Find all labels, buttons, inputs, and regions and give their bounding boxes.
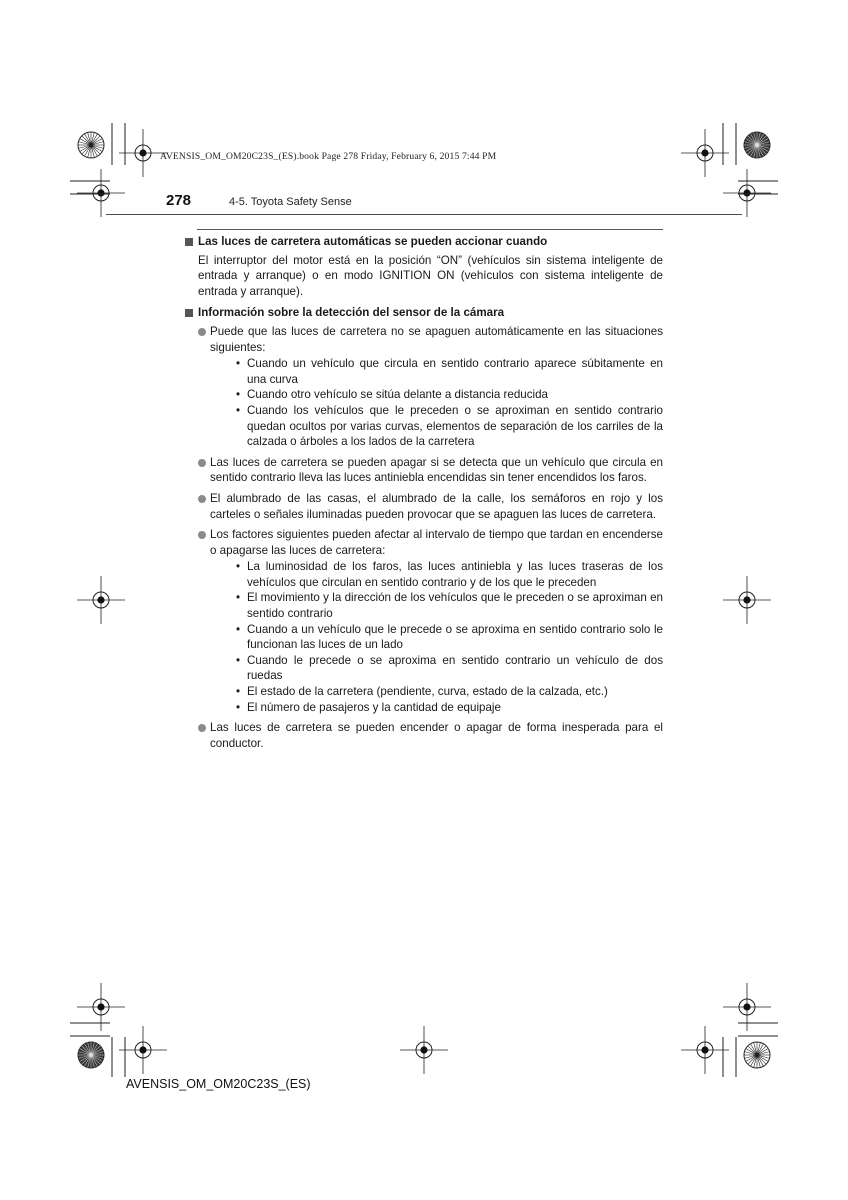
dot-item-text: Las luces de carretera se pueden apagar si se detecta que un vehículo que circula en sentido contrario lleva las luces antiniebla encendidas sin tener encendidos los faros. xyxy=(210,455,663,485)
page-content xyxy=(185,229,663,757)
section-title: 4-5. Toyota Safety Sense xyxy=(229,196,352,208)
registration-mark-icon xyxy=(681,1026,729,1074)
sub-item-text: El movimiento y la dirección de los vehículos que le preceden o se aproximan en sentido contrario xyxy=(247,591,663,621)
registration-mark-icon xyxy=(77,169,125,217)
dot-list-item xyxy=(185,720,663,751)
sub-list-item xyxy=(210,403,663,450)
print-header: AVENSIS_OM_OM20C23S_(ES).book Page 278 Friday, February 6, 2015 7:44 PM xyxy=(160,151,497,162)
registration-mark-icon xyxy=(119,1026,167,1074)
dot-item-list xyxy=(185,324,663,751)
round-bullet-icon xyxy=(198,495,206,503)
dot-list-item xyxy=(185,324,663,450)
registration-mark-icon xyxy=(400,1026,448,1074)
page-number: 278 xyxy=(166,192,192,209)
registration-mark-icon xyxy=(77,983,125,1031)
color-wheel-icon xyxy=(744,1042,770,1068)
sub-item-text: Cuando otro vehículo se sitúa delante a distancia reducida xyxy=(247,388,548,402)
round-bullet-icon xyxy=(198,531,206,539)
dot-item-text: Las luces de carretera se pueden encender o apagar de forma inesperada para el conductor. xyxy=(210,721,663,750)
dot-item-text: El alumbrado de las casas, el alumbrado de la calle, los semáforos en rojo y los carteles o señales iluminadas pueden provocar que se apaguen las luces de carretera. xyxy=(210,491,663,521)
footer-code: AVENSIS_OM_OM20C23S_(ES) xyxy=(126,1077,311,1091)
color-wheel-icon xyxy=(78,1042,104,1068)
dot-item-text: Puede que las luces de carretera no se apaguen automáticamente en las situaciones siguientes: xyxy=(210,324,663,354)
sub-item-text: Cuando le precede o se aproxima en sentido contrario un vehículo de dos ruedas xyxy=(247,653,663,683)
bullet-icon: • xyxy=(236,685,241,699)
sub-list-item xyxy=(210,387,663,403)
dot-list-item xyxy=(185,527,663,715)
sub-item-text: El estado de la carretera (pendiente, curva, estado de la calzada, etc.) xyxy=(247,685,608,699)
bullet-icon: • xyxy=(236,700,241,714)
sub-list-item xyxy=(210,684,663,700)
registration-mark-icon xyxy=(77,576,125,624)
sub-list-item xyxy=(210,653,663,684)
sub-item-text: El número de pasajeros y la cantidad de equipaje xyxy=(247,700,501,714)
sub-list xyxy=(210,356,663,450)
section-heading: Información sobre la detección del sensor de la cámara xyxy=(185,305,663,321)
bullet-icon: • xyxy=(236,357,241,371)
sub-item-text: Cuando a un vehículo que le precede o se aproxima en sentido contrario solo le funcionan las luces de un lado xyxy=(247,622,663,652)
registration-mark-icon xyxy=(723,576,771,624)
sub-list-item xyxy=(210,590,663,621)
content-top-rule xyxy=(197,229,663,230)
section-camera-sensor xyxy=(185,305,663,751)
round-bullet-icon xyxy=(198,724,206,732)
registration-mark-icon xyxy=(681,129,729,177)
bullet-icon: • xyxy=(236,560,241,574)
round-bullet-icon xyxy=(198,328,206,336)
sub-list-item xyxy=(210,622,663,653)
color-wheel-icon xyxy=(744,132,770,158)
dot-item-text: Los factores siguientes pueden afectar al intervalo de tiempo que tardan en encenderse o apagarse las luces de carretera: xyxy=(210,528,663,557)
sub-item-text: Cuando los vehículos que le preceden o se aproximan en sentido contrario quedan ocultos por varias curvas, elementos de separación de los carriles de la calzada o árboles a los lados de la carretera xyxy=(247,403,663,449)
bullet-icon: • xyxy=(236,653,241,667)
header-rule xyxy=(106,214,742,215)
sub-item-text: La luminosidad de los faros, las luces antiniebla y las luces traseras de los vehículos que circulan en sentido contrario y de los que le preceden xyxy=(247,560,663,589)
registration-mark-icon xyxy=(723,169,771,217)
dot-list-item xyxy=(185,455,663,486)
sub-list-item xyxy=(210,559,663,590)
color-wheel-icon xyxy=(78,132,104,158)
sub-list-item xyxy=(210,700,663,716)
sub-list-item xyxy=(210,356,663,387)
bullet-icon: • xyxy=(236,388,241,402)
bullet-icon: • xyxy=(236,403,241,417)
sub-list xyxy=(210,559,663,715)
dot-list-item xyxy=(185,491,663,522)
section-paragraph: El interruptor del motor está en la posición “ON” (vehículos sin sistema inteligente de entrada y arranque) o en modo IGNITION ON (vehículos con sistema inteligente de entrada y arranque). xyxy=(198,253,663,298)
bullet-icon: • xyxy=(236,622,241,636)
bullet-icon: • xyxy=(236,591,241,605)
sub-item-text: Cuando un vehículo que circula en sentido contrario aparece súbitamente en una curva xyxy=(247,357,663,386)
section-ignition xyxy=(185,234,663,299)
registration-mark-icon xyxy=(723,983,771,1031)
round-bullet-icon xyxy=(198,459,206,467)
section-heading: Las luces de carretera automáticas se pueden accionar cuando xyxy=(185,234,663,250)
